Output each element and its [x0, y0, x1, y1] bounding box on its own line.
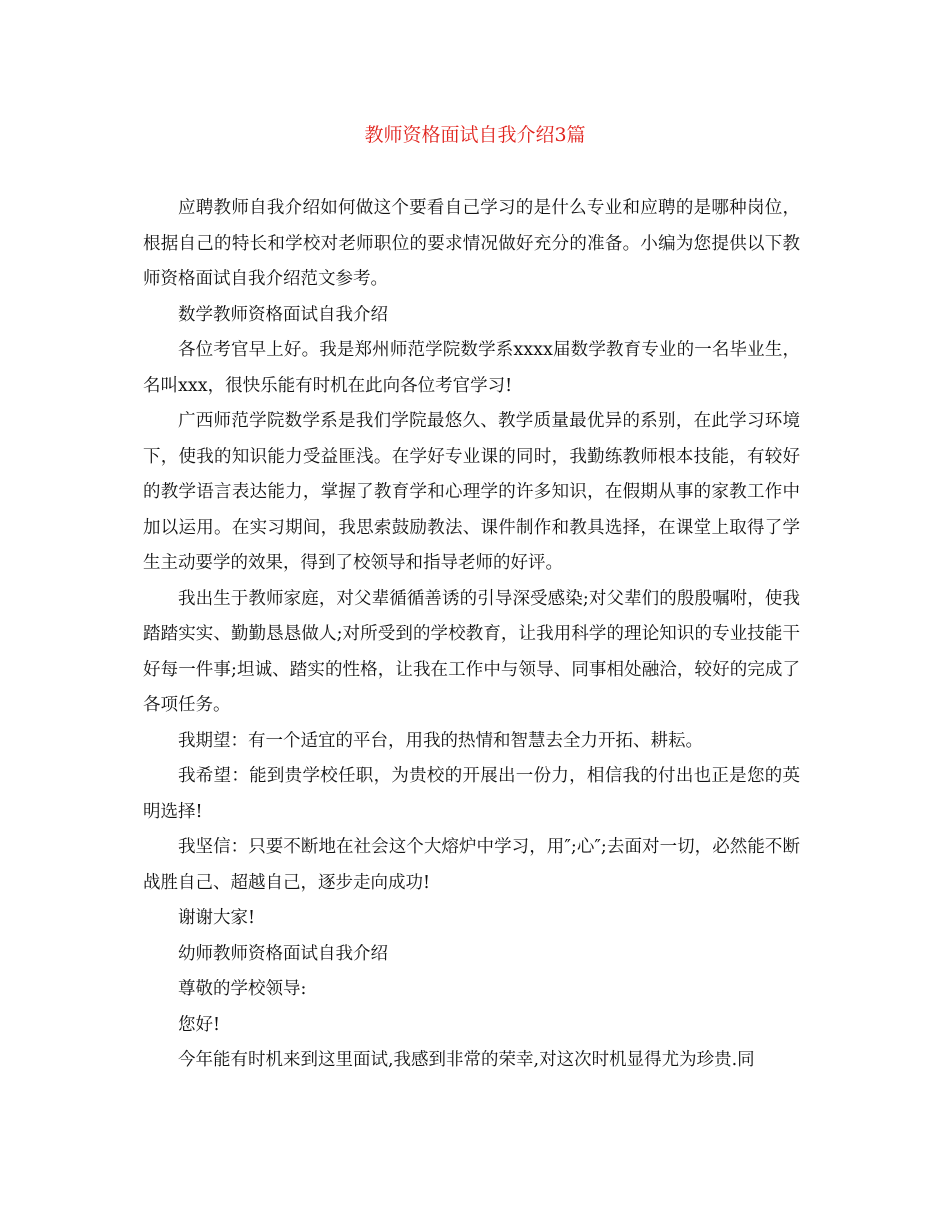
document-title: 教师资格面试自我介绍3篇: [364, 124, 586, 146]
paragraph: 我坚信：只要不断地在社会这个大熔炉中学习，用″;心″;去面对一切，必然能不断战胜自己、超越自己，逐步走向成功!: [143, 837, 800, 893]
paragraph: 我期望：有一个适宜的平台，用我的热情和智慧去全力开拓、耕耘。: [178, 730, 703, 751]
paragraph: 您好!: [178, 1014, 221, 1035]
paragraph: 各位考官早上好。我是郑州师范学院数学系xxxx届数学教育专业的一名毕业生，名叫xxx，很快乐能有时机在此向各位考官学习!: [143, 340, 800, 396]
document-body: [143, 191, 800, 1079]
paragraph: 我出生于教师家庭，对父辈循循善诱的引导深受感染;对父辈们的殷殷嘱咐，使我踏踏实实、勤勤恳恳做人;对所受到的学校教育，让我用科学的理论知识的专业技能干好每一件事;坦诚、踏实的性格，让我在工作中与领导、同事相处融洽，较好的完成了各项任务。: [143, 588, 800, 715]
paragraph-intro: 应聘教师自我介绍如何做这个要看自己学习的是什么专业和应聘的是哪种岗位，根据自己的特长和学校对老师职位的要求情况做好充分的准备。小编为您提供以下教师资格面试自我介绍范文参考。: [143, 198, 800, 289]
section-heading-math: 数学教师资格面试自我介绍: [178, 304, 388, 325]
section-heading-preschool: 幼师教师资格面试自我介绍: [178, 943, 388, 964]
paragraph: 尊敬的学校领导:: [178, 979, 307, 999]
paragraph: 谢谢大家!: [178, 908, 256, 928]
paragraph: 广西师范学院数学系是我们学院最悠久、教学质量最优异的系别，在此学习环境下，使我的知识能力受益匪浅。在学好专业课的同时，我勤练教师根本技能，有较好的教学语言表达能力，掌握了教育学和心理学的许多知识，在假期从事的家教工作中加以运用。在实习期间，我思索鼓励教法、课件制作和教具选择，在课堂上取得了学生主动要学的效果，得到了校领导和指导老师的好评。: [143, 411, 800, 573]
paragraph: 今年能有时机来到这里面试,我感到非常的荣幸,对这次时机显得尤为珍贵.同: [178, 1050, 755, 1070]
paragraph: 我希望：能到贵学校任职，为贵校的开展出一份力，相信我的付出也正是您的英明选择!: [143, 766, 800, 822]
